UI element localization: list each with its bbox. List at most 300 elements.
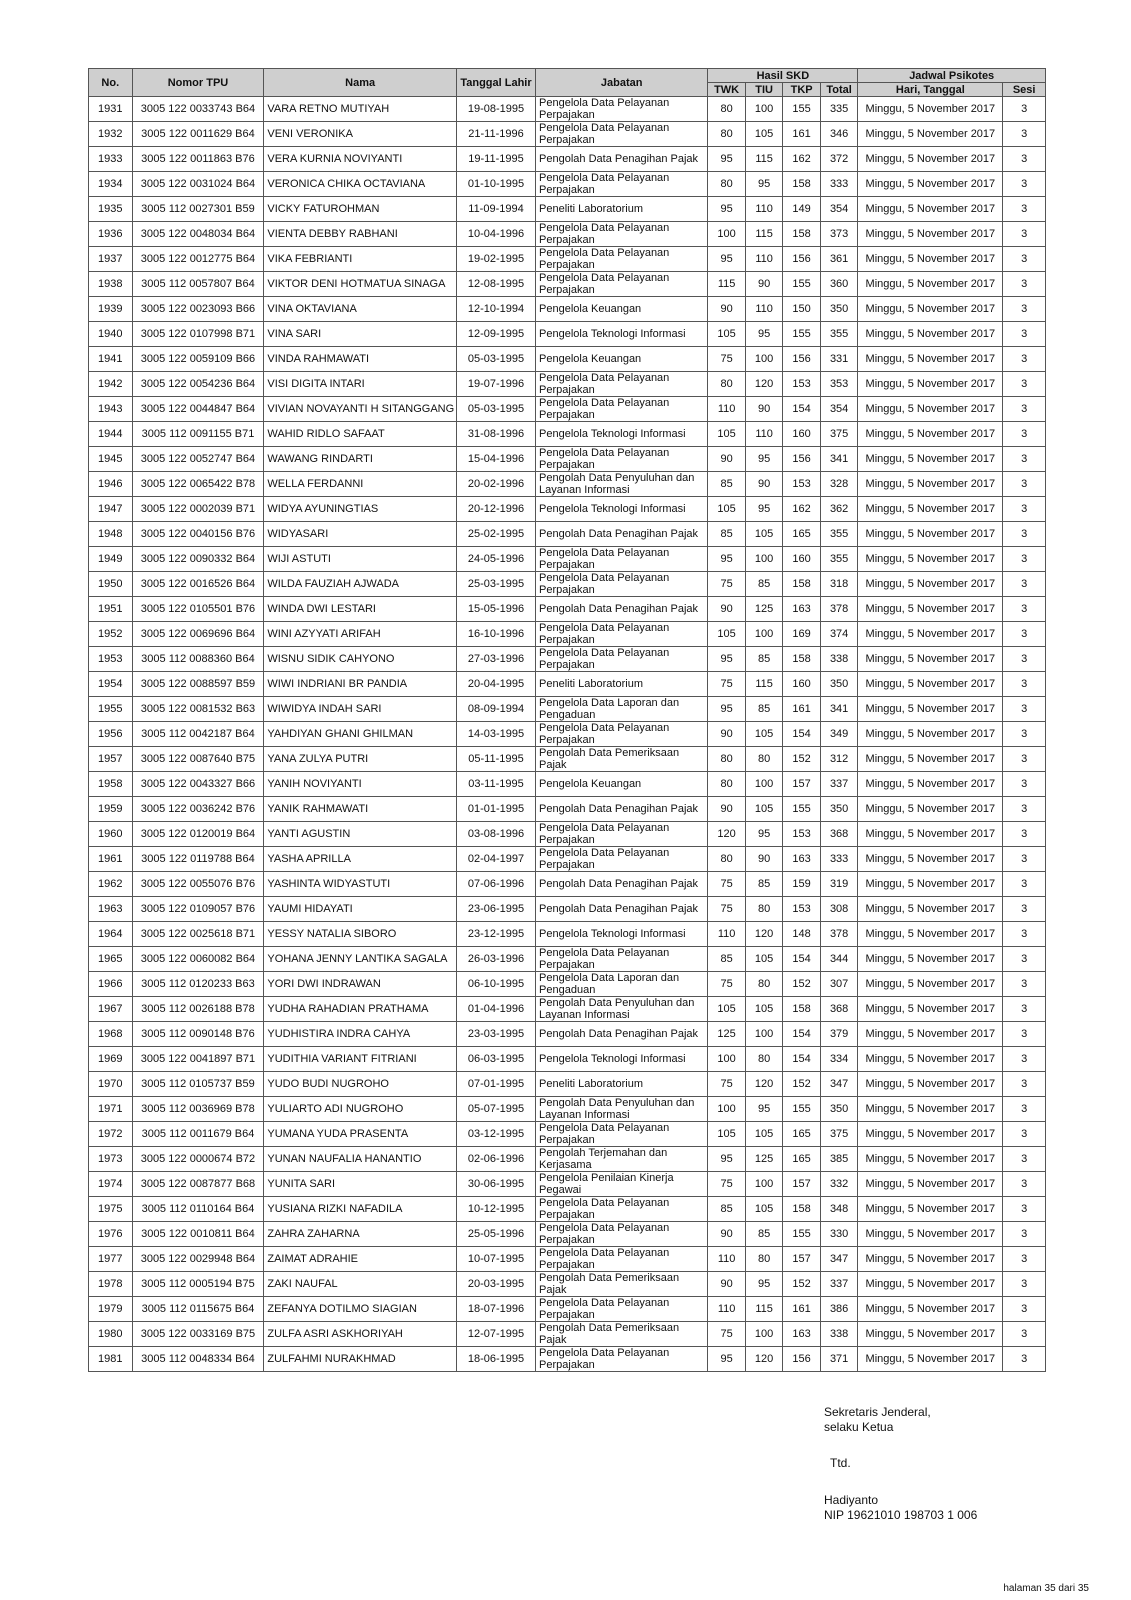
cell-sesi: 3 [1003, 122, 1046, 147]
cell-nomor-tpu: 3005 112 0105737 B59 [132, 1072, 264, 1097]
cell-hari-tanggal: Minggu, 5 November 2017 [858, 1247, 1003, 1272]
page-number: halaman 35 dari 35 [1003, 1583, 1089, 1594]
table-row [89, 522, 1046, 547]
cell-nomor-tpu: 3005 112 0026188 B78 [132, 997, 264, 1022]
cell-tiu: 110 [745, 247, 783, 272]
cell-total: 308 [820, 897, 858, 922]
signature-title: Sekretaris Jenderal, [824, 1405, 931, 1419]
cell-hari-tanggal: Minggu, 5 November 2017 [858, 397, 1003, 422]
cell-nama: WELLA FERDANNI [264, 472, 457, 497]
cell-no: 1964 [89, 922, 133, 947]
cell-tiu: 100 [745, 97, 783, 122]
cell-hari-tanggal: Minggu, 5 November 2017 [858, 872, 1003, 897]
cell-jabatan: Pengolah Data Penyuluhan dan Layanan Informasi [536, 472, 708, 497]
header-jadwal-psikotes: Jadwal Psikotes [858, 69, 1046, 83]
cell-nama: YASHA APRILLA [264, 847, 457, 872]
cell-tiu: 95 [745, 1272, 783, 1297]
cell-no: 1947 [89, 497, 133, 522]
cell-total: 379 [820, 1022, 858, 1047]
cell-nomor-tpu: 3005 122 0044847 B64 [132, 397, 264, 422]
cell-jabatan: Pengelola Data Pelayanan Perpajakan [536, 397, 708, 422]
table-row [89, 272, 1046, 297]
cell-tiu: 105 [745, 522, 783, 547]
cell-sesi: 3 [1003, 347, 1046, 372]
cell-no: 1931 [89, 97, 133, 122]
cell-twk: 80 [708, 97, 746, 122]
cell-twk: 90 [708, 1222, 746, 1247]
cell-nomor-tpu: 3005 122 0109057 B76 [132, 897, 264, 922]
cell-sesi: 3 [1003, 572, 1046, 597]
cell-sesi: 3 [1003, 447, 1046, 472]
cell-twk: 75 [708, 972, 746, 997]
cell-nama: YAHDIYAN GHANI GHILMAN [264, 722, 457, 747]
cell-tanggal-lahir: 07-06-1996 [456, 872, 535, 897]
header-nama: Nama [264, 69, 457, 97]
cell-no: 1945 [89, 447, 133, 472]
cell-nama: YUDHA RAHADIAN PRATHAMA [264, 997, 457, 1022]
cell-tkp: 150 [783, 297, 821, 322]
cell-tanggal-lahir: 02-04-1997 [456, 847, 535, 872]
cell-nama: ZULFA ASRI ASKHORIYAH [264, 1322, 457, 1347]
cell-tiu: 120 [745, 372, 783, 397]
cell-twk: 105 [708, 422, 746, 447]
cell-jabatan: Pengelola Data Pelayanan Perpajakan [536, 547, 708, 572]
cell-sesi: 3 [1003, 97, 1046, 122]
signatory-name: Hadiyanto [824, 1493, 879, 1507]
cell-tkp: 154 [783, 1047, 821, 1072]
cell-nomor-tpu: 3005 112 0005194 B75 [132, 1272, 264, 1297]
cell-jabatan: Pengelola Data Pelayanan Perpajakan [536, 622, 708, 647]
cell-nama: VINA SARI [264, 322, 457, 347]
cell-jabatan: Peneliti Laboratorium [536, 672, 708, 697]
cell-jabatan: Pengolah Terjemahan dan Kerjasama [536, 1147, 708, 1172]
cell-nomor-tpu: 3005 122 0033743 B64 [132, 97, 264, 122]
cell-nomor-tpu: 3005 122 0054236 B64 [132, 372, 264, 397]
signatory-nip: NIP 19621010 198703 1 006 [824, 1508, 978, 1522]
cell-sesi: 3 [1003, 1172, 1046, 1197]
cell-tiu: 115 [745, 1297, 783, 1322]
cell-hari-tanggal: Minggu, 5 November 2017 [858, 722, 1003, 747]
cell-sesi: 3 [1003, 397, 1046, 422]
table-row [89, 447, 1046, 472]
cell-twk: 95 [708, 647, 746, 672]
cell-no: 1944 [89, 422, 133, 447]
cell-total: 341 [820, 697, 858, 722]
table-row [89, 422, 1046, 447]
cell-nama: WILDA FAUZIAH AJWADA [264, 572, 457, 597]
cell-twk: 75 [708, 572, 746, 597]
cell-tiu: 95 [745, 322, 783, 347]
cell-jabatan: Peneliti Laboratorium [536, 197, 708, 222]
cell-total: 333 [820, 847, 858, 872]
cell-tkp: 157 [783, 1172, 821, 1197]
cell-no: 1958 [89, 772, 133, 797]
cell-no: 1936 [89, 222, 133, 247]
cell-sesi: 3 [1003, 947, 1046, 972]
cell-jabatan: Pengolah Data Pemeriksaan Pajak [536, 1322, 708, 1347]
table-row [89, 1272, 1046, 1297]
cell-total: 360 [820, 272, 858, 297]
cell-tanggal-lahir: 10-07-1995 [456, 1247, 535, 1272]
cell-no: 1939 [89, 297, 133, 322]
cell-tanggal-lahir: 23-12-1995 [456, 922, 535, 947]
cell-nomor-tpu: 3005 122 0052747 B64 [132, 447, 264, 472]
cell-jabatan: Pengelola Data Pelayanan Perpajakan [536, 647, 708, 672]
cell-total: 334 [820, 1047, 858, 1072]
cell-sesi: 3 [1003, 247, 1046, 272]
cell-tiu: 120 [745, 922, 783, 947]
cell-tiu: 100 [745, 622, 783, 647]
cell-nomor-tpu: 3005 112 0048334 B64 [132, 1347, 264, 1372]
cell-nama: WIDYA AYUNINGTIAS [264, 497, 457, 522]
table-row [89, 797, 1046, 822]
cell-jabatan: Pengelola Keuangan [536, 347, 708, 372]
cell-total: 355 [820, 547, 858, 572]
cell-hari-tanggal: Minggu, 5 November 2017 [858, 547, 1003, 572]
cell-jabatan: Pengelola Keuangan [536, 772, 708, 797]
cell-no: 1966 [89, 972, 133, 997]
cell-jabatan: Pengolah Data Penyuluhan dan Layanan Informasi [536, 997, 708, 1022]
cell-sesi: 3 [1003, 222, 1046, 247]
cell-tiu: 110 [745, 422, 783, 447]
cell-jabatan: Pengolah Data Penagihan Pajak [536, 1022, 708, 1047]
table-row [89, 372, 1046, 397]
cell-jabatan: Pengolah Data Penagihan Pajak [536, 797, 708, 822]
cell-tkp: 161 [783, 697, 821, 722]
table-row [89, 1122, 1046, 1147]
cell-no: 1942 [89, 372, 133, 397]
cell-tiu: 115 [745, 147, 783, 172]
cell-nomor-tpu: 3005 122 0087640 B75 [132, 747, 264, 772]
cell-sesi: 3 [1003, 872, 1046, 897]
table-row [89, 722, 1046, 747]
cell-sesi: 3 [1003, 922, 1046, 947]
cell-nomor-tpu: 3005 122 0043327 B66 [132, 772, 264, 797]
table-row [89, 922, 1046, 947]
table-row [89, 1172, 1046, 1197]
cell-tanggal-lahir: 01-04-1996 [456, 997, 535, 1022]
cell-sesi: 3 [1003, 1297, 1046, 1322]
cell-tiu: 100 [745, 1172, 783, 1197]
cell-nomor-tpu: 3005 122 0011629 B64 [132, 122, 264, 147]
cell-tkp: 155 [783, 1222, 821, 1247]
cell-hari-tanggal: Minggu, 5 November 2017 [858, 1147, 1003, 1172]
cell-sesi: 3 [1003, 597, 1046, 622]
cell-nomor-tpu: 3005 122 0000674 B72 [132, 1147, 264, 1172]
cell-hari-tanggal: Minggu, 5 November 2017 [858, 247, 1003, 272]
header-tkp: TKP [783, 83, 821, 97]
cell-tanggal-lahir: 16-10-1996 [456, 622, 535, 647]
cell-nama: WIWI INDRIANI BR PANDIA [264, 672, 457, 697]
cell-twk: 90 [708, 297, 746, 322]
cell-total: 386 [820, 1297, 858, 1322]
cell-nomor-tpu: 3005 112 0088360 B64 [132, 647, 264, 672]
table-row [89, 1222, 1046, 1247]
cell-nama: WINDA DWI LESTARI [264, 597, 457, 622]
cell-hari-tanggal: Minggu, 5 November 2017 [858, 172, 1003, 197]
cell-nama: VERONICA CHIKA OCTAVIANA [264, 172, 457, 197]
cell-twk: 80 [708, 372, 746, 397]
cell-twk: 95 [708, 1347, 746, 1372]
cell-tanggal-lahir: 20-02-1996 [456, 472, 535, 497]
cell-sesi: 3 [1003, 297, 1046, 322]
cell-no: 1946 [89, 472, 133, 497]
cell-tkp: 155 [783, 272, 821, 297]
cell-hari-tanggal: Minggu, 5 November 2017 [858, 1197, 1003, 1222]
cell-tkp: 148 [783, 922, 821, 947]
cell-tanggal-lahir: 25-05-1996 [456, 1222, 535, 1247]
cell-jabatan: Pengelola Teknologi Informasi [536, 497, 708, 522]
cell-twk: 100 [708, 1097, 746, 1122]
cell-sesi: 3 [1003, 972, 1046, 997]
cell-no: 1934 [89, 172, 133, 197]
table-row [89, 397, 1046, 422]
cell-nama: ZULFAHMI NURAKHMAD [264, 1347, 457, 1372]
cell-tkp: 157 [783, 1247, 821, 1272]
cell-no: 1941 [89, 347, 133, 372]
cell-jabatan: Pengelola Data Pelayanan Perpajakan [536, 822, 708, 847]
cell-nomor-tpu: 3005 122 0119788 B64 [132, 847, 264, 872]
cell-twk: 110 [708, 1297, 746, 1322]
table-row [89, 997, 1046, 1022]
cell-tanggal-lahir: 08-09-1994 [456, 697, 535, 722]
cell-no: 1967 [89, 997, 133, 1022]
cell-nomor-tpu: 3005 112 0057807 B64 [132, 272, 264, 297]
cell-tkp: 160 [783, 422, 821, 447]
table-header [89, 69, 1046, 97]
table-row [89, 322, 1046, 347]
cell-total: 318 [820, 572, 858, 597]
cell-tkp: 152 [783, 747, 821, 772]
cell-nomor-tpu: 3005 122 0011863 B76 [132, 147, 264, 172]
cell-nama: WINI AZYYATI ARIFAH [264, 622, 457, 647]
cell-tkp: 156 [783, 347, 821, 372]
cell-nomor-tpu: 3005 122 0040156 B76 [132, 522, 264, 547]
cell-total: 347 [820, 1072, 858, 1097]
cell-total: 372 [820, 147, 858, 172]
cell-twk: 120 [708, 822, 746, 847]
cell-tkp: 158 [783, 997, 821, 1022]
cell-twk: 90 [708, 597, 746, 622]
cell-tiu: 85 [745, 647, 783, 672]
cell-tiu: 105 [745, 797, 783, 822]
cell-sesi: 3 [1003, 1347, 1046, 1372]
cell-tanggal-lahir: 10-12-1995 [456, 1197, 535, 1222]
cell-jabatan: Pengolah Data Penagihan Pajak [536, 597, 708, 622]
cell-twk: 90 [708, 1272, 746, 1297]
cell-sesi: 3 [1003, 1222, 1046, 1247]
cell-sesi: 3 [1003, 1247, 1046, 1272]
cell-nama: VIVIAN NOVAYANTI H SITANGGANG [264, 397, 457, 422]
cell-tanggal-lahir: 12-09-1995 [456, 322, 535, 347]
cell-tiu: 90 [745, 397, 783, 422]
cell-tkp: 156 [783, 447, 821, 472]
cell-nama: VICKY FATUROHMAN [264, 197, 457, 222]
cell-twk: 115 [708, 272, 746, 297]
table-row [89, 647, 1046, 672]
table-row [89, 597, 1046, 622]
cell-no: 1933 [89, 147, 133, 172]
cell-total: 350 [820, 297, 858, 322]
cell-no: 1961 [89, 847, 133, 872]
cell-hari-tanggal: Minggu, 5 November 2017 [858, 222, 1003, 247]
cell-nomor-tpu: 3005 112 0042187 B64 [132, 722, 264, 747]
cell-tiu: 85 [745, 1222, 783, 1247]
cell-nama: ZAIMAT ADRAHIE [264, 1247, 457, 1272]
cell-jabatan: Pengelola Keuangan [536, 297, 708, 322]
cell-hari-tanggal: Minggu, 5 November 2017 [858, 1022, 1003, 1047]
cell-tanggal-lahir: 25-03-1995 [456, 572, 535, 597]
cell-tiu: 90 [745, 272, 783, 297]
cell-sesi: 3 [1003, 1097, 1046, 1122]
cell-tkp: 155 [783, 97, 821, 122]
cell-sesi: 3 [1003, 672, 1046, 697]
table-row [89, 222, 1046, 247]
cell-tkp: 158 [783, 222, 821, 247]
cell-total: 346 [820, 122, 858, 147]
cell-hari-tanggal: Minggu, 5 November 2017 [858, 197, 1003, 222]
cell-jabatan: Pengelola Data Pelayanan Perpajakan [536, 722, 708, 747]
cell-nomor-tpu: 3005 112 0120233 B63 [132, 972, 264, 997]
cell-nomor-tpu: 3005 122 0081532 B63 [132, 697, 264, 722]
cell-hari-tanggal: Minggu, 5 November 2017 [858, 1072, 1003, 1097]
cell-total: 312 [820, 747, 858, 772]
cell-nama: WAWANG RINDARTI [264, 447, 457, 472]
cell-nama: ZAHRA ZAHARNA [264, 1222, 457, 1247]
cell-nomor-tpu: 3005 122 0002039 B71 [132, 497, 264, 522]
cell-twk: 95 [708, 547, 746, 572]
cell-no: 1940 [89, 322, 133, 347]
cell-total: 330 [820, 1222, 858, 1247]
cell-total: 374 [820, 622, 858, 647]
cell-twk: 105 [708, 997, 746, 1022]
cell-nomor-tpu: 3005 122 0023093 B66 [132, 297, 264, 322]
table-row [89, 247, 1046, 272]
cell-total: 350 [820, 797, 858, 822]
cell-nomor-tpu: 3005 122 0069696 B64 [132, 622, 264, 647]
cell-jabatan: Pengelola Data Pelayanan Perpajakan [536, 247, 708, 272]
cell-hari-tanggal: Minggu, 5 November 2017 [858, 997, 1003, 1022]
cell-nomor-tpu: 3005 122 0048034 B64 [132, 222, 264, 247]
cell-no: 1965 [89, 947, 133, 972]
cell-tanggal-lahir: 06-10-1995 [456, 972, 535, 997]
cell-sesi: 3 [1003, 1147, 1046, 1172]
cell-twk: 90 [708, 447, 746, 472]
cell-total: 341 [820, 447, 858, 472]
cell-tiu: 105 [745, 947, 783, 972]
cell-tkp: 154 [783, 947, 821, 972]
cell-total: 350 [820, 672, 858, 697]
signature-ttd: Ttd. [830, 1456, 851, 1470]
cell-nama: VIENTA DEBBY RABHANI [264, 222, 457, 247]
cell-hari-tanggal: Minggu, 5 November 2017 [858, 522, 1003, 547]
table-body [89, 97, 1046, 1372]
cell-total: 319 [820, 872, 858, 897]
cell-jabatan: Pengelola Teknologi Informasi [536, 922, 708, 947]
cell-sesi: 3 [1003, 822, 1046, 847]
cell-nomor-tpu: 3005 122 0041897 B71 [132, 1047, 264, 1072]
cell-tanggal-lahir: 19-07-1996 [456, 372, 535, 397]
header-hasil-skd: Hasil SKD [708, 69, 858, 83]
cell-total: 361 [820, 247, 858, 272]
cell-jabatan: Pengelola Data Pelayanan Perpajakan [536, 97, 708, 122]
cell-twk: 95 [708, 247, 746, 272]
table-row [89, 697, 1046, 722]
cell-nama: WIWIDYA INDAH SARI [264, 697, 457, 722]
cell-tiu: 80 [745, 972, 783, 997]
cell-twk: 75 [708, 672, 746, 697]
cell-jabatan: Pengelola Data Pelayanan Perpajakan [536, 1122, 708, 1147]
table-row [89, 622, 1046, 647]
cell-jabatan: Pengelola Data Pelayanan Perpajakan [536, 1347, 708, 1372]
cell-jabatan: Peneliti Laboratorium [536, 1072, 708, 1097]
cell-sesi: 3 [1003, 1272, 1046, 1297]
cell-tkp: 165 [783, 1147, 821, 1172]
cell-jabatan: Pengolah Data Penagihan Pajak [536, 522, 708, 547]
cell-hari-tanggal: Minggu, 5 November 2017 [858, 897, 1003, 922]
cell-twk: 95 [708, 197, 746, 222]
table-row [89, 1322, 1046, 1347]
cell-hari-tanggal: Minggu, 5 November 2017 [858, 1297, 1003, 1322]
cell-tkp: 154 [783, 1022, 821, 1047]
cell-total: 362 [820, 497, 858, 522]
cell-nomor-tpu: 3005 122 0036242 B76 [132, 797, 264, 822]
cell-nama: WIDYASARI [264, 522, 457, 547]
cell-nama: YUSIANA RIZKI NAFADILA [264, 1197, 457, 1222]
cell-twk: 100 [708, 222, 746, 247]
cell-sesi: 3 [1003, 1322, 1046, 1347]
cell-no: 1943 [89, 397, 133, 422]
cell-tkp: 165 [783, 522, 821, 547]
cell-nama: YUDITHIA VARIANT FITRIANI [264, 1047, 457, 1072]
cell-hari-tanggal: Minggu, 5 November 2017 [858, 1222, 1003, 1247]
cell-twk: 95 [708, 147, 746, 172]
table-row [89, 672, 1046, 697]
cell-sesi: 3 [1003, 197, 1046, 222]
cell-nomor-tpu: 3005 122 0025618 B71 [132, 922, 264, 947]
cell-tiu: 105 [745, 722, 783, 747]
cell-nomor-tpu: 3005 112 0027301 B59 [132, 197, 264, 222]
cell-nama: YUNAN NAUFALIA HANANTIO [264, 1147, 457, 1172]
cell-total: 347 [820, 1247, 858, 1272]
cell-twk: 80 [708, 847, 746, 872]
cell-tanggal-lahir: 10-04-1996 [456, 222, 535, 247]
cell-nama: VIKTOR DENI HOTMATUA SINAGA [264, 272, 457, 297]
cell-tiu: 105 [745, 122, 783, 147]
cell-nomor-tpu: 3005 122 0088597 B59 [132, 672, 264, 697]
cell-nomor-tpu: 3005 122 0107998 B71 [132, 322, 264, 347]
cell-sesi: 3 [1003, 322, 1046, 347]
cell-total: 337 [820, 1272, 858, 1297]
cell-no: 1960 [89, 822, 133, 847]
cell-tkp: 158 [783, 647, 821, 672]
cell-tiu: 115 [745, 672, 783, 697]
cell-hari-tanggal: Minggu, 5 November 2017 [858, 1047, 1003, 1072]
table-row [89, 847, 1046, 872]
cell-twk: 85 [708, 947, 746, 972]
cell-tkp: 165 [783, 1122, 821, 1147]
cell-nama: VENI VERONIKA [264, 122, 457, 147]
cell-twk: 85 [708, 1197, 746, 1222]
cell-tiu: 95 [745, 497, 783, 522]
cell-hari-tanggal: Minggu, 5 November 2017 [858, 272, 1003, 297]
cell-twk: 105 [708, 497, 746, 522]
cell-total: 333 [820, 172, 858, 197]
cell-nomor-tpu: 3005 122 0029948 B64 [132, 1247, 264, 1272]
cell-twk: 85 [708, 522, 746, 547]
cell-tiu: 95 [745, 172, 783, 197]
cell-twk: 75 [708, 1072, 746, 1097]
